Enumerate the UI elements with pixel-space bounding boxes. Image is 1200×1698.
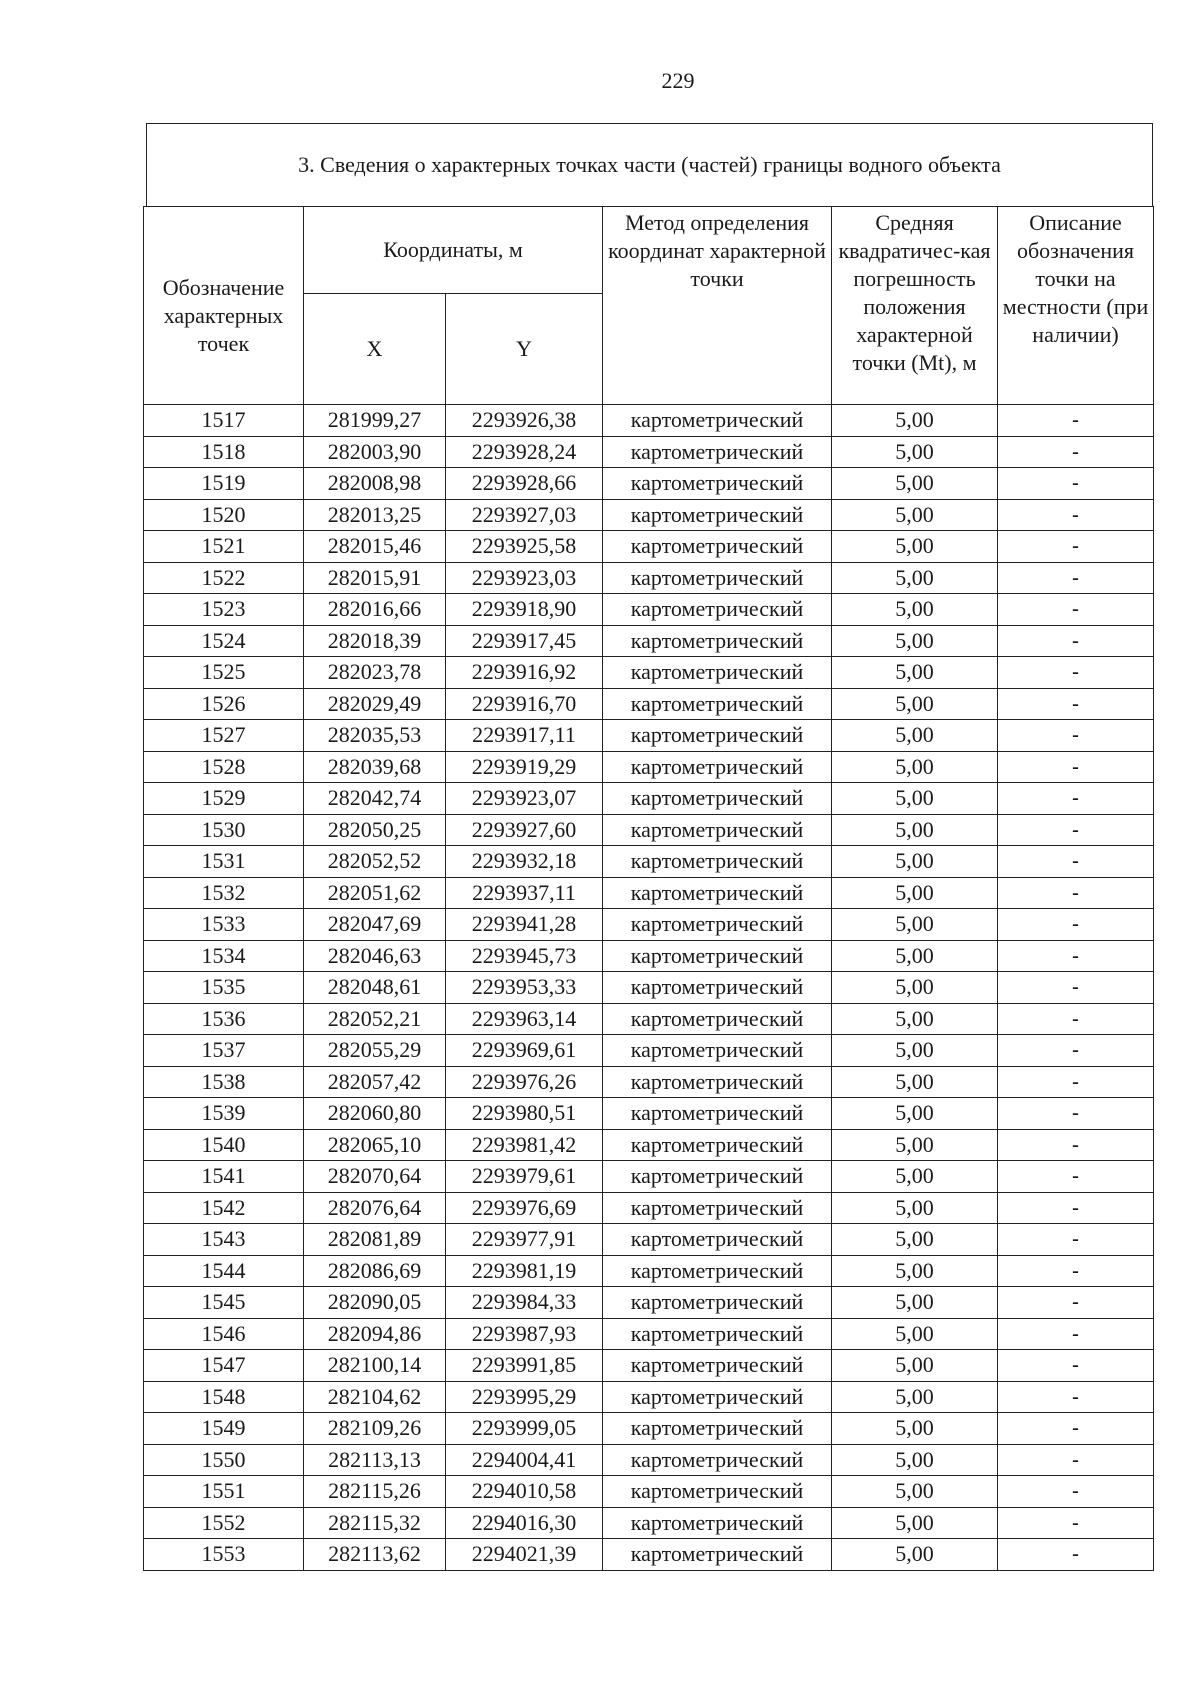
cell-point-id: 1548: [144, 1381, 304, 1413]
cell-accuracy: 5,00: [832, 688, 998, 720]
cell-y: 2293917,45: [446, 625, 603, 657]
cell-y: 2293923,03: [446, 562, 603, 594]
cell-description: -: [998, 625, 1154, 657]
document-body: [143, 123, 1153, 1571]
cell-accuracy: 5,00: [832, 405, 998, 437]
cell-accuracy: 5,00: [832, 1192, 998, 1224]
cell-method: картометрический: [603, 783, 832, 815]
cell-method: картометрический: [603, 405, 832, 437]
cell-description: -: [998, 1318, 1154, 1350]
cell-description: -: [998, 909, 1154, 941]
cell-point-id: 1541: [144, 1161, 304, 1193]
cell-method: картометрический: [603, 1035, 832, 1067]
cell-method: картометрический: [603, 1161, 832, 1193]
cell-x: 282013,25: [304, 499, 446, 531]
cell-y: 2293927,60: [446, 814, 603, 846]
cell-method: картометрический: [603, 436, 832, 468]
table-row: [144, 846, 1154, 878]
cell-point-id: 1537: [144, 1035, 304, 1067]
cell-point-id: 1530: [144, 814, 304, 846]
cell-x: 282035,53: [304, 720, 446, 752]
table-row: [144, 1066, 1154, 1098]
cell-description: -: [998, 1129, 1154, 1161]
cell-point-id: 1532: [144, 877, 304, 909]
cell-description: -: [998, 468, 1154, 500]
cell-x: 282018,39: [304, 625, 446, 657]
cell-point-id: 1517: [144, 405, 304, 437]
cell-accuracy: 5,00: [832, 1129, 998, 1161]
table-row: [144, 1507, 1154, 1539]
cell-x: 282051,62: [304, 877, 446, 909]
cell-method: картометрический: [603, 1350, 832, 1382]
header-designation: Обозначение характерных точек: [144, 207, 304, 405]
cell-point-id: 1533: [144, 909, 304, 941]
cell-method: картометрический: [603, 1003, 832, 1035]
cell-x: 282023,78: [304, 657, 446, 689]
cell-y: 2293980,51: [446, 1098, 603, 1130]
cell-point-id: 1527: [144, 720, 304, 752]
cell-x: 282008,98: [304, 468, 446, 500]
cell-point-id: 1542: [144, 1192, 304, 1224]
cell-y: 2293928,66: [446, 468, 603, 500]
header-accuracy: Средняя квадратичес-кая погрешность положения характерной точки (Mt), м: [832, 207, 998, 405]
cell-accuracy: 5,00: [832, 436, 998, 468]
cell-method: картометрический: [603, 657, 832, 689]
cell-point-id: 1521: [144, 531, 304, 563]
cell-point-id: 1531: [144, 846, 304, 878]
cell-point-id: 1526: [144, 688, 304, 720]
cell-y: 2293976,69: [446, 1192, 603, 1224]
section-title-text: 3. Сведения о характерных точках части (частей) границы водного объекта: [298, 152, 1001, 177]
cell-point-id: 1547: [144, 1350, 304, 1382]
cell-accuracy: 5,00: [832, 1098, 998, 1130]
cell-x: 282060,80: [304, 1098, 446, 1130]
table-row: [144, 625, 1154, 657]
cell-point-id: 1546: [144, 1318, 304, 1350]
cell-accuracy: 5,00: [832, 877, 998, 909]
cell-x: 282015,91: [304, 562, 446, 594]
header-y: Y: [446, 294, 603, 405]
cell-point-id: 1552: [144, 1507, 304, 1539]
cell-point-id: 1523: [144, 594, 304, 626]
cell-description: -: [998, 1255, 1154, 1287]
cell-x: 282115,32: [304, 1507, 446, 1539]
cell-method: картометрический: [603, 909, 832, 941]
cell-point-id: 1520: [144, 499, 304, 531]
table-row: [144, 1413, 1154, 1445]
cell-accuracy: 5,00: [832, 751, 998, 783]
cell-method: картометрический: [603, 720, 832, 752]
cell-method: картометрический: [603, 531, 832, 563]
cell-accuracy: 5,00: [832, 720, 998, 752]
cell-method: картометрический: [603, 594, 832, 626]
cell-x: 282029,49: [304, 688, 446, 720]
cell-x: 282081,89: [304, 1224, 446, 1256]
cell-y: 2294010,58: [446, 1476, 603, 1508]
cell-description: -: [998, 594, 1154, 626]
cell-description: -: [998, 972, 1154, 1004]
cell-y: 2293963,14: [446, 1003, 603, 1035]
cell-method: картометрический: [603, 1413, 832, 1445]
cell-description: -: [998, 940, 1154, 972]
cell-point-id: 1519: [144, 468, 304, 500]
cell-y: 2293927,03: [446, 499, 603, 531]
cell-description: -: [998, 846, 1154, 878]
cell-description: -: [998, 1003, 1154, 1035]
cell-accuracy: 5,00: [832, 1255, 998, 1287]
cell-accuracy: 5,00: [832, 1035, 998, 1067]
cell-description: -: [998, 657, 1154, 689]
table-row: [144, 499, 1154, 531]
cell-accuracy: 5,00: [832, 1507, 998, 1539]
cell-point-id: 1540: [144, 1129, 304, 1161]
cell-x: 282070,64: [304, 1161, 446, 1193]
cell-accuracy: 5,00: [832, 972, 998, 1004]
cell-x: 282042,74: [304, 783, 446, 815]
table-row: [144, 1129, 1154, 1161]
table-row: [144, 1255, 1154, 1287]
cell-y: 2294021,39: [446, 1539, 603, 1571]
cell-point-id: 1550: [144, 1444, 304, 1476]
cell-point-id: 1551: [144, 1476, 304, 1508]
cell-point-id: 1545: [144, 1287, 304, 1319]
cell-method: картометрический: [603, 688, 832, 720]
cell-description: -: [998, 1066, 1154, 1098]
cell-point-id: 1543: [144, 1224, 304, 1256]
cell-x: 282113,13: [304, 1444, 446, 1476]
cell-method: картометрический: [603, 1539, 832, 1571]
table-row: [144, 909, 1154, 941]
cell-accuracy: 5,00: [832, 1350, 998, 1382]
table-row: [144, 1444, 1154, 1476]
header-x: X: [304, 294, 446, 405]
cell-accuracy: 5,00: [832, 625, 998, 657]
table-row: [144, 720, 1154, 752]
cell-y: 2293925,58: [446, 531, 603, 563]
cell-description: -: [998, 436, 1154, 468]
cell-description: -: [998, 499, 1154, 531]
cell-y: 2294004,41: [446, 1444, 603, 1476]
cell-method: картометрический: [603, 1476, 832, 1508]
cell-description: -: [998, 562, 1154, 594]
cell-method: картометрический: [603, 1066, 832, 1098]
cell-accuracy: 5,00: [832, 814, 998, 846]
cell-x: 282052,52: [304, 846, 446, 878]
cell-description: -: [998, 1224, 1154, 1256]
table-row: [144, 972, 1154, 1004]
cell-accuracy: 5,00: [832, 783, 998, 815]
table-row: [144, 562, 1154, 594]
cell-x: 282065,10: [304, 1129, 446, 1161]
cell-method: картометрический: [603, 751, 832, 783]
header-method: Метод определения координат характерной точки: [603, 207, 832, 405]
cell-y: 2293984,33: [446, 1287, 603, 1319]
table-row: [144, 783, 1154, 815]
cell-description: -: [998, 1192, 1154, 1224]
table-row: [144, 1476, 1154, 1508]
table-row: [144, 1539, 1154, 1571]
cell-point-id: 1525: [144, 657, 304, 689]
cell-y: 2293916,92: [446, 657, 603, 689]
cell-description: -: [998, 1507, 1154, 1539]
cell-description: -: [998, 1350, 1154, 1382]
cell-method: картометрический: [603, 625, 832, 657]
cell-description: -: [998, 1539, 1154, 1571]
section-title: [146, 123, 1153, 206]
cell-x: 282050,25: [304, 814, 446, 846]
header-coordinates: Координаты, м: [304, 207, 603, 294]
table-row: [144, 1381, 1154, 1413]
cell-y: 2293937,11: [446, 877, 603, 909]
cell-y: 2293987,93: [446, 1318, 603, 1350]
cell-description: -: [998, 783, 1154, 815]
cell-description: -: [998, 1476, 1154, 1508]
cell-method: картометрический: [603, 814, 832, 846]
cell-method: картометрический: [603, 1381, 832, 1413]
cell-x: 282015,46: [304, 531, 446, 563]
cell-point-id: 1539: [144, 1098, 304, 1130]
cell-method: картометрический: [603, 1255, 832, 1287]
cell-accuracy: 5,00: [832, 499, 998, 531]
cell-method: картометрический: [603, 1098, 832, 1130]
cell-description: -: [998, 688, 1154, 720]
cell-y: 2293928,24: [446, 436, 603, 468]
table-row: [144, 657, 1154, 689]
cell-y: 2293976,26: [446, 1066, 603, 1098]
cell-point-id: 1553: [144, 1539, 304, 1571]
table-row: [144, 594, 1154, 626]
table-row: [144, 1003, 1154, 1035]
table-row: [144, 405, 1154, 437]
cell-description: -: [998, 751, 1154, 783]
page-number: 229: [661, 68, 695, 93]
cell-accuracy: 5,00: [832, 1413, 998, 1445]
table-row: [144, 1224, 1154, 1256]
header-description: Описание обозначения точки на местности (при наличии): [998, 207, 1154, 405]
cell-x: 282100,14: [304, 1350, 446, 1382]
cell-x: 282057,42: [304, 1066, 446, 1098]
cell-description: -: [998, 1381, 1154, 1413]
cell-point-id: 1529: [144, 783, 304, 815]
cell-method: картометрический: [603, 562, 832, 594]
cell-accuracy: 5,00: [832, 1224, 998, 1256]
cell-y: 2293979,61: [446, 1161, 603, 1193]
cell-method: картометрический: [603, 846, 832, 878]
cell-method: картометрический: [603, 940, 832, 972]
cell-y: 2293941,28: [446, 909, 603, 941]
cell-accuracy: 5,00: [832, 1381, 998, 1413]
cell-y: 2293926,38: [446, 405, 603, 437]
cell-accuracy: 5,00: [832, 909, 998, 941]
cell-y: 2293995,29: [446, 1381, 603, 1413]
cell-method: картометрический: [603, 1192, 832, 1224]
cell-description: -: [998, 1035, 1154, 1067]
cell-description: -: [998, 405, 1154, 437]
cell-x: 282052,21: [304, 1003, 446, 1035]
cell-x: 282113,62: [304, 1539, 446, 1571]
cell-y: 2293917,11: [446, 720, 603, 752]
table-row: [144, 531, 1154, 563]
cell-y: 2293991,85: [446, 1350, 603, 1382]
cell-method: картометрический: [603, 1444, 832, 1476]
cell-x: 282104,62: [304, 1381, 446, 1413]
cell-accuracy: 5,00: [832, 1287, 998, 1319]
cell-accuracy: 5,00: [832, 940, 998, 972]
cell-accuracy: 5,00: [832, 1003, 998, 1035]
points-table: [143, 206, 1154, 1571]
cell-x: 282046,63: [304, 940, 446, 972]
cell-y: 2293977,91: [446, 1224, 603, 1256]
cell-accuracy: 5,00: [832, 531, 998, 563]
cell-accuracy: 5,00: [832, 468, 998, 500]
table-row: [144, 877, 1154, 909]
cell-y: 2293916,70: [446, 688, 603, 720]
table-row: [144, 1035, 1154, 1067]
cell-method: картометрический: [603, 1129, 832, 1161]
cell-point-id: 1538: [144, 1066, 304, 1098]
cell-point-id: 1518: [144, 436, 304, 468]
cell-y: 2293932,18: [446, 846, 603, 878]
cell-point-id: 1549: [144, 1413, 304, 1445]
table-row: [144, 468, 1154, 500]
cell-method: картометрический: [603, 468, 832, 500]
cell-accuracy: 5,00: [832, 1444, 998, 1476]
cell-method: картометрический: [603, 877, 832, 909]
cell-x: 282076,64: [304, 1192, 446, 1224]
table-row: [144, 1161, 1154, 1193]
cell-point-id: 1522: [144, 562, 304, 594]
table-header: [144, 207, 1154, 405]
cell-x: 282115,26: [304, 1476, 446, 1508]
cell-method: картометрический: [603, 1287, 832, 1319]
table-row: [144, 751, 1154, 783]
cell-x: 282055,29: [304, 1035, 446, 1067]
cell-point-id: 1524: [144, 625, 304, 657]
cell-accuracy: 5,00: [832, 1161, 998, 1193]
cell-description: -: [998, 814, 1154, 846]
cell-point-id: 1535: [144, 972, 304, 1004]
cell-description: -: [998, 1444, 1154, 1476]
cell-description: -: [998, 1413, 1154, 1445]
cell-x: 282039,68: [304, 751, 446, 783]
table-row: [144, 1098, 1154, 1130]
cell-point-id: 1528: [144, 751, 304, 783]
cell-point-id: 1534: [144, 940, 304, 972]
cell-y: 2293953,33: [446, 972, 603, 1004]
table-row: [144, 1318, 1154, 1350]
cell-point-id: 1544: [144, 1255, 304, 1287]
cell-point-id: 1536: [144, 1003, 304, 1035]
cell-x: 282086,69: [304, 1255, 446, 1287]
cell-y: 2293969,61: [446, 1035, 603, 1067]
table-row: [144, 1192, 1154, 1224]
cell-accuracy: 5,00: [832, 1476, 998, 1508]
table-row: [144, 940, 1154, 972]
cell-accuracy: 5,00: [832, 657, 998, 689]
cell-method: картометрический: [603, 972, 832, 1004]
cell-method: картометрический: [603, 1224, 832, 1256]
cell-method: картометрический: [603, 1507, 832, 1539]
cell-x: 282048,61: [304, 972, 446, 1004]
table-row: [144, 688, 1154, 720]
table-row: [144, 1287, 1154, 1319]
cell-description: -: [998, 531, 1154, 563]
cell-description: -: [998, 1287, 1154, 1319]
cell-y: 2293945,73: [446, 940, 603, 972]
table-row: [144, 814, 1154, 846]
cell-y: 2293981,19: [446, 1255, 603, 1287]
cell-accuracy: 5,00: [832, 562, 998, 594]
cell-x: 281999,27: [304, 405, 446, 437]
cell-accuracy: 5,00: [832, 1066, 998, 1098]
cell-description: -: [998, 877, 1154, 909]
cell-y: 2293918,90: [446, 594, 603, 626]
table-row: [144, 436, 1154, 468]
cell-description: -: [998, 1161, 1154, 1193]
cell-x: 282109,26: [304, 1413, 446, 1445]
cell-description: -: [998, 720, 1154, 752]
cell-x: 282090,05: [304, 1287, 446, 1319]
table-body: [144, 405, 1154, 1571]
cell-method: картометрический: [603, 499, 832, 531]
cell-description: -: [998, 1098, 1154, 1130]
cell-accuracy: 5,00: [832, 1539, 998, 1571]
cell-y: 2293981,42: [446, 1129, 603, 1161]
cell-y: 2293923,07: [446, 783, 603, 815]
table-row: [144, 1350, 1154, 1382]
cell-method: картометрический: [603, 1318, 832, 1350]
cell-x: 282003,90: [304, 436, 446, 468]
cell-y: 2293999,05: [446, 1413, 603, 1445]
cell-y: 2294016,30: [446, 1507, 603, 1539]
cell-accuracy: 5,00: [832, 594, 998, 626]
cell-x: 282047,69: [304, 909, 446, 941]
cell-y: 2293919,29: [446, 751, 603, 783]
cell-x: 282094,86: [304, 1318, 446, 1350]
cell-x: 282016,66: [304, 594, 446, 626]
cell-accuracy: 5,00: [832, 1318, 998, 1350]
cell-accuracy: 5,00: [832, 846, 998, 878]
